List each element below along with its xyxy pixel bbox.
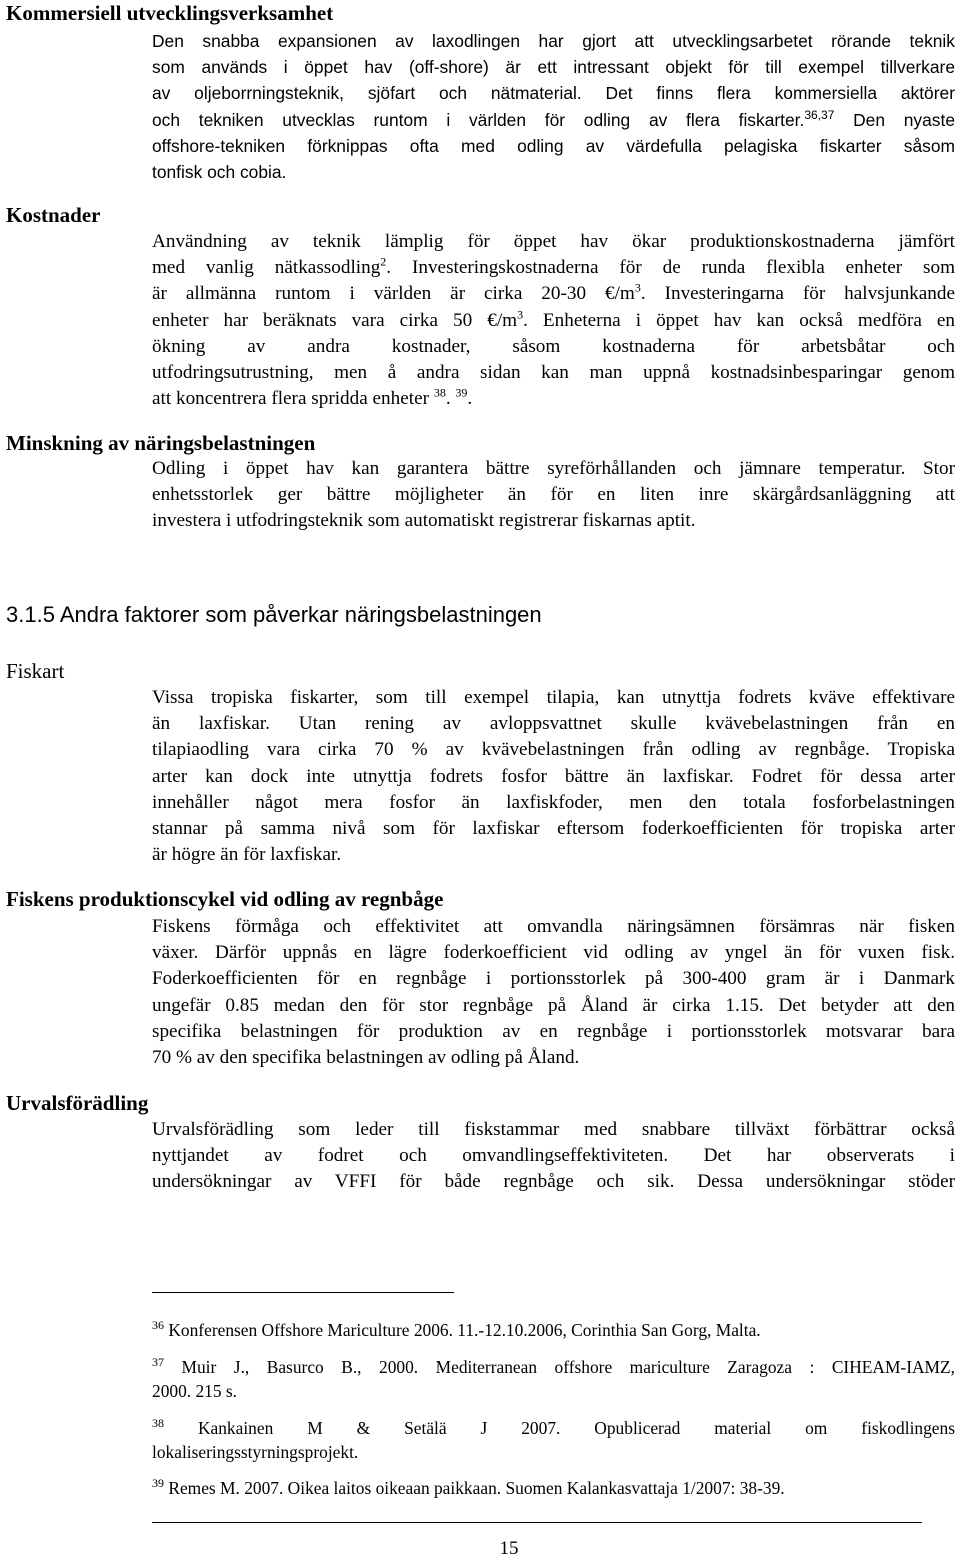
footnote-37: $^{37}$ Muir J., Basurco B., 2000. Mediterranean offshore mariculture Zaragoza : CIHEAM-IAMZ, 2000. 215 s. — [152, 1355, 955, 1401]
footnote-number: 37 — [152, 1355, 164, 1370]
section-title: 3.1.5 Andra faktorer som påverkar näringsbelastningen — [6, 602, 542, 627]
paragraph-urvalsforadling: Urvalsförädling som leder till fiskstammar med snabbare tillväxt förbättrar också nyttjandet av fodret och omvandlingseffektiviteten. Det har observerats i undersökningar av VFFI för både regnbåge och sik. Dessa undersökningar stöder — [152, 1119, 955, 1193]
footnote-number: 38 — [152, 1416, 164, 1431]
paragraph-produktionscykel: Fiskens förmåga och effektivitet att omvandla näringsämnen försämras när fisken växer. Därför uppnås en lägre foderkoefficient vid odling av yngel än för vuxen fisk. Foderkoefficienten för en regnbåge i portionsstorlek på 300-400 gram är i Danmark ungefär 0.85 medan den för stor regnbåge på Åland är cirka 1.15. Det betyder att den specifika belastningen för produktion av en regnbåge i portionsstorlek motsvarar bara 70 % av den specifika belastningen av odling på Åland. — [152, 916, 955, 1069]
page-bottom-rule — [152, 1522, 922, 1523]
heading-minskning: Minskning av näringsbelastningen — [6, 431, 316, 455]
footnote-36: $^{36}$ Konferensen Offshore Mariculture 2006. 11.-12.10.2006, Corinthia San Gorg, Malta. — [152, 1318, 761, 1340]
heading-produktionscykel: Fiskens produktionscykel vid odling av regnbåge — [6, 887, 444, 911]
footnote-39: $^{39}$ Remes M. 2007. Oikea laitos oikeaan paikkaan. Suomen Kalankasvattaja 1/2007: 38-39. — [152, 1476, 785, 1498]
paragraph-fiskart: Vissa tropiska fiskarter, som till exempel tilapia, kan utnyttja fodrets kväve effektivare än laxfiskar. Utan rening av avloppsvattnet skulle kvävebelastningen från en tilapiaodling vara cirka 70 % av kvävebelastningen från odling av regnbåge. Tropiska arter kan dock inte utnyttja fodrets fosfor bättre än laxfiskar. Fodret för dessa arter innehåller något mera fosfor än laxfiskfoder, men den totala fosforbelastningen stannar på samma nivå som för laxfiskar eftersom foderkoefficienten för tropiska arter är högre än för laxfiskar. — [152, 687, 955, 866]
heading-urvalsforadling: Urvalsförädling — [6, 1091, 149, 1115]
paragraph-kommersiell: Den snabba expansionen av laxodlingen har gjort att utvecklingsarbetet rörande teknik som används i öppet hav (off-shore) är ett intressant objekt för till exempel tillverkare av oljeborrningsteknik, sjöfart och nätmaterial. Det finns flera kommersiella aktörer och tekniken utvecklas runtom i världen för odling av flera fiskarter.$^{36,37}$ Den nyaste offshore-tekniken förknippas ofta med odling av värdefulla pelagiska fiskarter såsom tonfisk och cobia. — [152, 31, 955, 183]
footnote-separator — [152, 1292, 454, 1293]
footnote-ref-3b: 3 — [517, 307, 524, 322]
heading-kostnader: Kostnader — [6, 203, 101, 227]
paragraph-kostnader: Användning av teknik lämplig för öppet hav ökar produktionskostnaderna jämfört med vanlig nätkassodling$^2$. Investeringskostnaderna för de runda flexibla enheter som är allmänna runtom i världen är cirka 20-30 $€/m^3$. Investeringarna för halvsjunkande enheter har beräknats vara cirka 50 $€/m^3$. Enheterna i öppet hav kan också medföra en ökning av andra kostnader, såsom kostnaderna för arbetsbåtar och utfodringsutrustning, men å andra sidan kan man uppnå kostnadsinbesparingar genom att koncentrera flera spridda enheter $^{38}$. $^{39}$. — [152, 231, 955, 410]
paragraph-minskning: Odling i öppet hav kan garantera bättre syreförhållanden och jämnare temperatur. Stor enhetsstorlek ger bättre möjligheter än för en liten inre skärgårdsanläggning att investera i utfodringsteknik som automatiskt registrerar fiskarnas aptit. — [152, 458, 955, 532]
footnote-ref-2: 2 — [380, 254, 387, 269]
page-number: 15 — [499, 1538, 519, 1559]
footnote-number: 39 — [152, 1476, 164, 1491]
footnote-38: $^{38}$ Kankainen M & Setälä J 2007. Opublicerad material om fiskodlingens lokaliseringsstyrningsprojekt. — [152, 1416, 955, 1462]
footnote-ref-3: 3 — [634, 281, 641, 296]
footnote-ref-36-37: 36,37 — [804, 107, 835, 122]
footnote-number: 36 — [152, 1318, 164, 1333]
footnote-ref-38: 38 — [433, 385, 446, 400]
heading-fiskart: Fiskart — [6, 659, 65, 683]
footnote-ref-39: 39 — [455, 385, 468, 400]
heading-kommersiell: Kommersiell utvecklingsverksamhet — [6, 1, 334, 25]
